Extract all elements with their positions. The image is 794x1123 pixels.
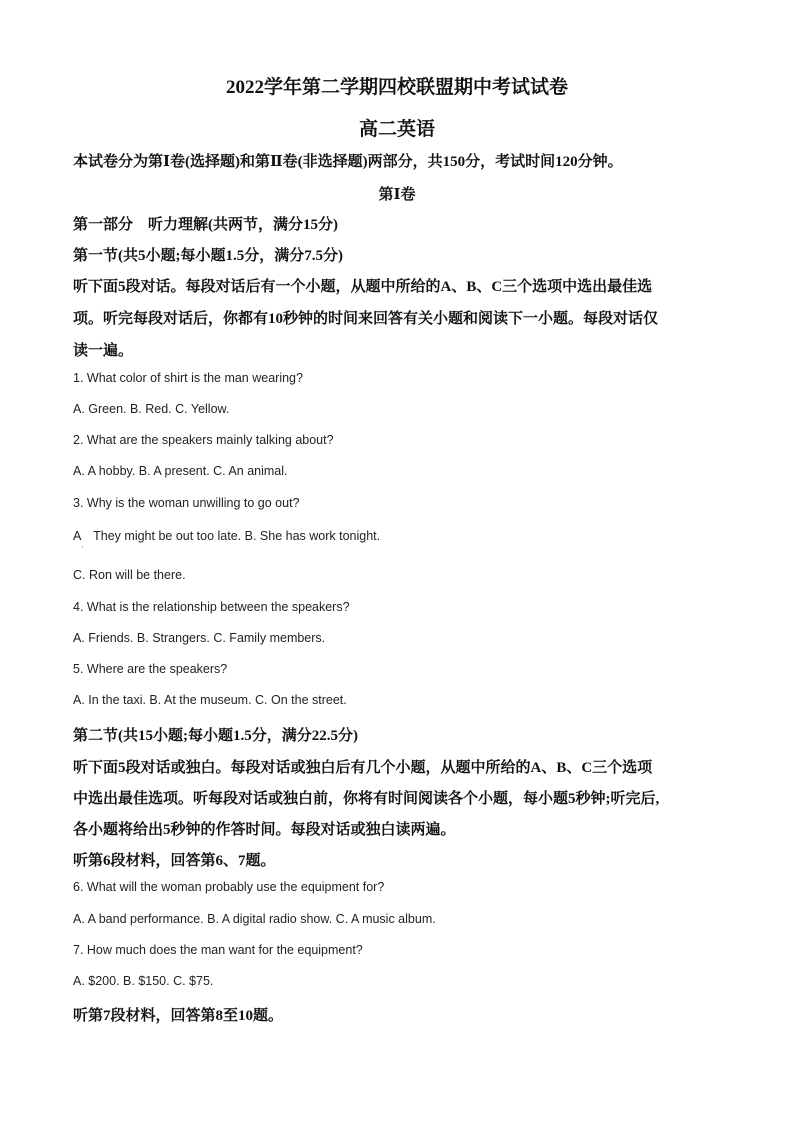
exam-title: 2022学年第二学期四校联盟期中考试试卷 — [225, 77, 568, 98]
section2-instruction-line: 中选出最佳选项。听每段对话或独白前，你将有时间阅读各个小题，每小题5秒钟;听完后, — [73, 791, 660, 807]
question-5-options: A. In the taxi. B. At the museum. C. On the street. — [73, 693, 347, 707]
section1-instruction-line: 听下面5段对话。每段对话后有一个小题，从题中所给的A、B、C三个选项中选出最佳选 — [73, 279, 653, 295]
question-3-options-continued: C. Ron will be there. — [73, 568, 186, 582]
question-3: 3. Why is the woman unwilling to go out? — [73, 496, 300, 510]
question-4: 4. What is the relationship between the speakers? — [73, 600, 350, 614]
material-7-heading: 听第7段材料，回答第8至10题。 — [73, 1008, 284, 1024]
question-1: 1. What color of shirt is the man wearing? — [73, 371, 303, 385]
material-6-heading: 听第6段材料，回答第6、7题。 — [73, 853, 276, 869]
question-2: 2. What are the speakers mainly talking about? — [73, 433, 334, 447]
section1-instruction-line: 读一遍。 — [73, 343, 134, 359]
question-1-options: A. Green. B. Red. C. Yellow. — [73, 402, 230, 416]
question-3-options: A They might be out too late. B. She has work tonight. — [73, 529, 381, 543]
exam-intro: 本试卷分为第Ⅰ卷(选择题)和第Ⅱ卷(非选择题)两部分，共150分，考试时间120分钟。 — [73, 154, 623, 170]
volume-label: 第Ⅰ卷 — [378, 187, 416, 203]
question-7: 7. How much does the man want for the equipment? — [73, 943, 363, 957]
question-7-options: A. $200. B. $150. C. $75. — [73, 974, 214, 988]
section1-instruction-line: 项。听完每段对话后，你都有10秒钟的时间来回答有关小题和阅读下一小题。每段对话仅 — [73, 311, 659, 327]
stray-mark: · — [81, 543, 84, 552]
section2-instruction-line: 各小题将给出5秒钟的作答时间。每段对话或独白读两遍。 — [73, 822, 456, 838]
section1-heading: 第一节(共5小题;每小题1.5分，满分7.5分) — [73, 248, 343, 264]
part1-heading: 第一部分 听力理解(共两节，满分15分) — [73, 217, 338, 233]
section2-heading: 第二节(共15小题;每小题1.5分，满分22.5分) — [73, 728, 358, 744]
question-6: 6. What will the woman probably use the equipment for? — [73, 880, 385, 894]
question-2-options: A. A hobby. B. A present. C. An animal. — [73, 464, 288, 478]
question-5: 5. Where are the speakers? — [73, 662, 228, 676]
question-4-options: A. Friends. B. Strangers. C. Family members. — [73, 631, 326, 645]
exam-subject: 高二英语 — [358, 119, 435, 140]
section2-instruction-line: 听下面5段对话或独白。每段对话或独白后有几个小题，从题中所给的A、B、C三个选项 — [73, 760, 653, 776]
question-6-options: A. A band performance. B. A digital radio show. C. A music album. — [73, 912, 436, 926]
